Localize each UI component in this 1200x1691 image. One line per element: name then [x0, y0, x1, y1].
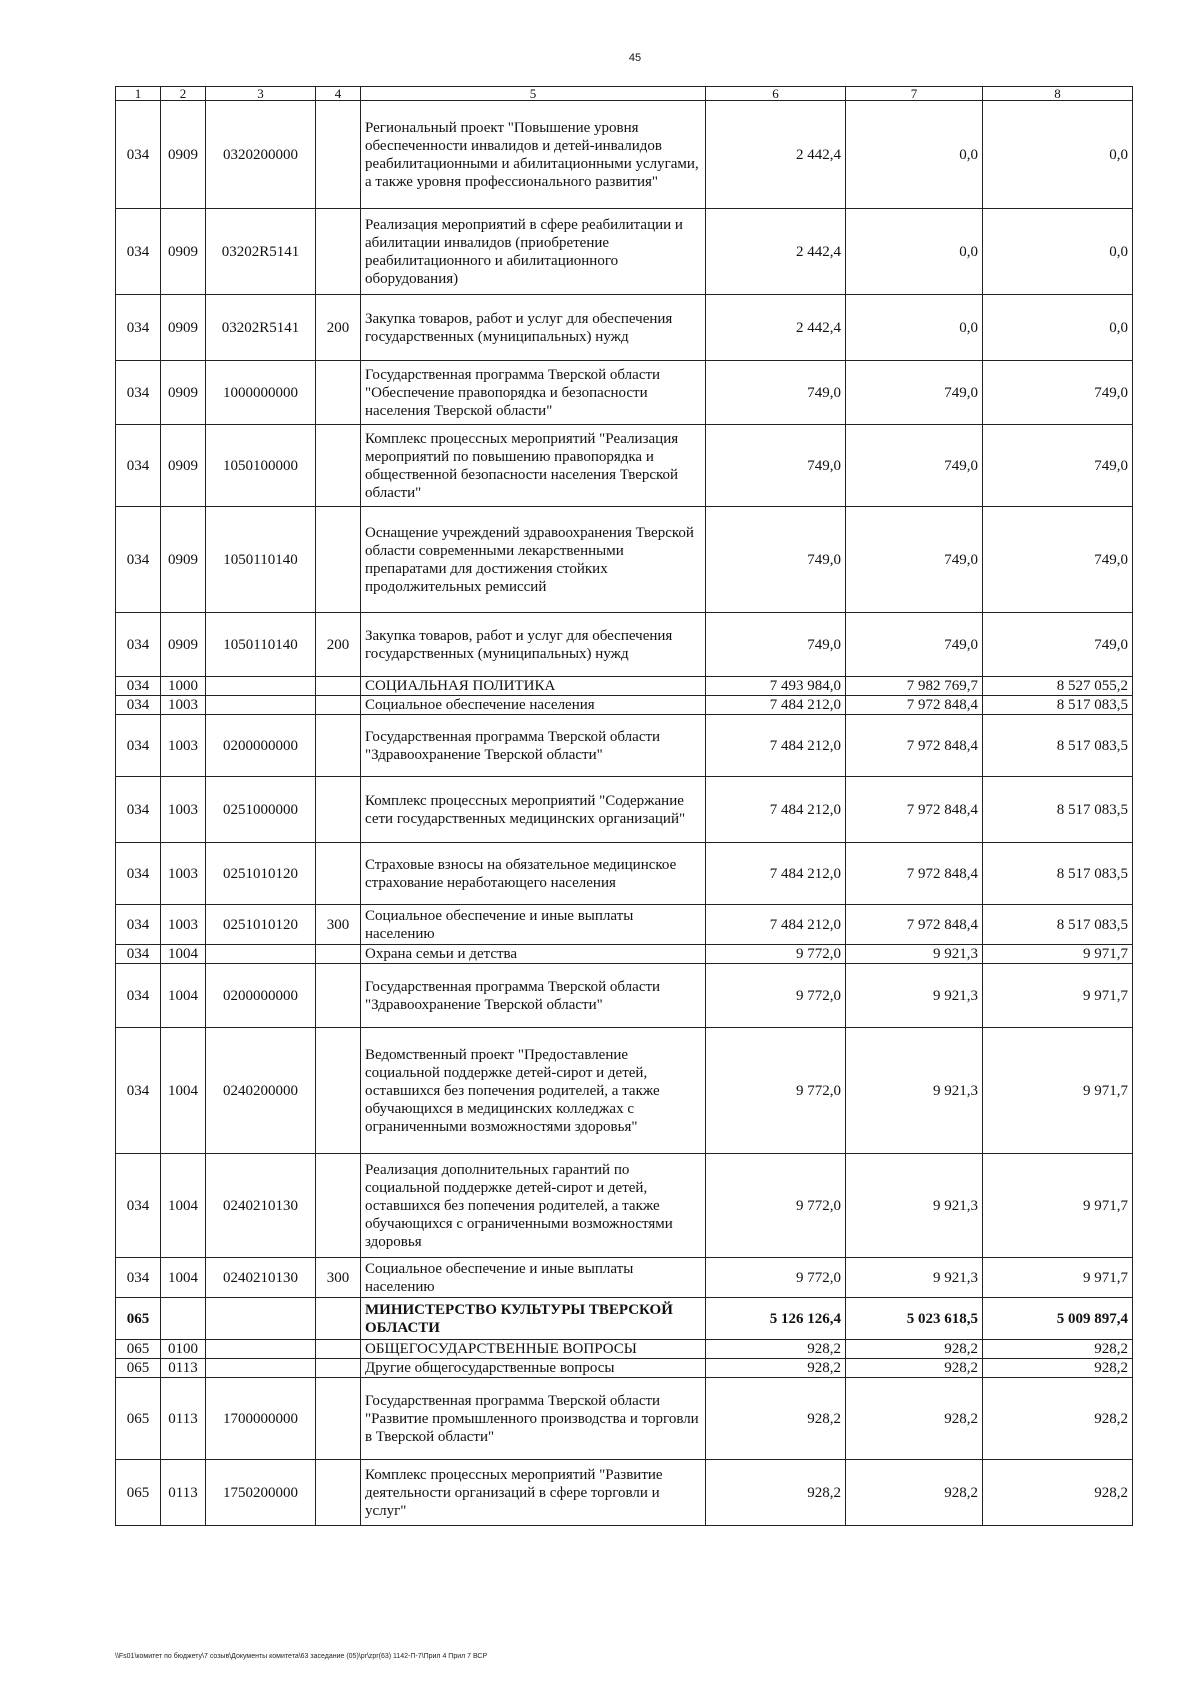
cell-ministry-code: 034 — [116, 715, 161, 777]
cell-section-code: 1003 — [161, 843, 206, 905]
cell-amount-col7: 7 972 848,4 — [846, 777, 983, 843]
table-row — [116, 843, 1133, 905]
cell-amount-col6: 5 126 126,4 — [706, 1298, 846, 1340]
cell-description: Страховые взносы на обязательное медицинское страхование неработающего населения — [361, 843, 706, 905]
cell-amount-col7: 7 982 769,7 — [846, 677, 983, 696]
cell-target-article: 03202R5141 — [206, 295, 316, 361]
cell-amount-col8: 9 971,7 — [983, 945, 1133, 964]
cell-ministry-code: 034 — [116, 843, 161, 905]
cell-amount-col8: 928,2 — [983, 1340, 1133, 1359]
cell-ministry-code: 034 — [116, 1154, 161, 1258]
cell-amount-col6: 2 442,4 — [706, 295, 846, 361]
cell-target-article — [206, 677, 316, 696]
cell-amount-col6: 9 772,0 — [706, 1258, 846, 1298]
cell-section-code: 0909 — [161, 613, 206, 677]
header-col-2: 2 — [161, 87, 206, 101]
cell-expense-type: 200 — [316, 295, 361, 361]
cell-description: Закупка товаров, работ и услуг для обеспечения государственных (муниципальных) нужд — [361, 295, 706, 361]
cell-amount-col8: 8 517 083,5 — [983, 696, 1133, 715]
cell-ministry-code: 034 — [116, 361, 161, 425]
table-row — [116, 1028, 1133, 1154]
cell-amount-col6: 749,0 — [706, 361, 846, 425]
cell-section-code: 1004 — [161, 945, 206, 964]
cell-section-code: 1004 — [161, 1154, 206, 1258]
cell-amount-col7: 9 921,3 — [846, 1028, 983, 1154]
cell-description: Государственная программа Тверской области "Развитие промышленного производства и торговли в Тверской области" — [361, 1378, 706, 1460]
cell-amount-col8: 0,0 — [983, 295, 1133, 361]
cell-expense-type: 300 — [316, 905, 361, 945]
cell-expense-type — [316, 715, 361, 777]
cell-ministry-code: 034 — [116, 905, 161, 945]
header-row — [116, 87, 1133, 101]
cell-amount-col7: 749,0 — [846, 361, 983, 425]
table-row — [116, 1359, 1133, 1378]
cell-ministry-code: 034 — [116, 101, 161, 209]
cell-amount-col7: 928,2 — [846, 1340, 983, 1359]
cell-amount-col8: 9 971,7 — [983, 1154, 1133, 1258]
cell-amount-col6: 9 772,0 — [706, 945, 846, 964]
cell-amount-col6: 9 772,0 — [706, 1154, 846, 1258]
cell-description: Государственная программа Тверской области "Здравоохранение Тверской области" — [361, 715, 706, 777]
cell-amount-col7: 749,0 — [846, 613, 983, 677]
cell-section-code: 0909 — [161, 507, 206, 613]
cell-amount-col6: 928,2 — [706, 1378, 846, 1460]
cell-amount-col6: 928,2 — [706, 1359, 846, 1378]
cell-section-code: 0909 — [161, 425, 206, 507]
table-body — [116, 101, 1133, 1526]
cell-section-code: 0909 — [161, 361, 206, 425]
cell-expense-type: 300 — [316, 1258, 361, 1298]
cell-ministry-code: 065 — [116, 1359, 161, 1378]
table-row — [116, 1298, 1133, 1340]
cell-amount-col7: 7 972 848,4 — [846, 843, 983, 905]
cell-target-article: 0251010120 — [206, 905, 316, 945]
cell-description: Комплекс процессных мероприятий "Реализация мероприятий по повышению правопорядка и общественной безопасности населения Тверской области" — [361, 425, 706, 507]
cell-description: СОЦИАЛЬНАЯ ПОЛИТИКА — [361, 677, 706, 696]
cell-ministry-code: 034 — [116, 677, 161, 696]
cell-target-article: 0240200000 — [206, 1028, 316, 1154]
cell-amount-col6: 7 484 212,0 — [706, 905, 846, 945]
cell-expense-type — [316, 209, 361, 295]
cell-amount-col7: 749,0 — [846, 507, 983, 613]
cell-target-article — [206, 1359, 316, 1378]
cell-section-code: 1003 — [161, 905, 206, 945]
cell-section-code: 0100 — [161, 1340, 206, 1359]
cell-expense-type — [316, 1378, 361, 1460]
table-row — [116, 613, 1133, 677]
cell-section-code: 1003 — [161, 715, 206, 777]
table-row — [116, 507, 1133, 613]
cell-target-article: 0240210130 — [206, 1154, 316, 1258]
cell-expense-type — [316, 945, 361, 964]
cell-description: Ведомственный проект "Предоставление социальной поддержке детей-сирот и детей, оставшихся без попечения родителей, а также обучающихся в медицинских колледжах с ограниченными возможностями здоровья" — [361, 1028, 706, 1154]
cell-ministry-code: 034 — [116, 696, 161, 715]
cell-amount-col8: 0,0 — [983, 209, 1133, 295]
cell-target-article: 03202R5141 — [206, 209, 316, 295]
cell-target-article: 0240210130 — [206, 1258, 316, 1298]
cell-expense-type — [316, 1298, 361, 1340]
cell-amount-col8: 749,0 — [983, 425, 1133, 507]
cell-amount-col6: 7 484 212,0 — [706, 696, 846, 715]
cell-amount-col8: 8 517 083,5 — [983, 843, 1133, 905]
header-col-5: 5 — [361, 87, 706, 101]
cell-amount-col8: 8 517 083,5 — [983, 777, 1133, 843]
cell-ministry-code: 034 — [116, 964, 161, 1028]
cell-amount-col6: 7 484 212,0 — [706, 843, 846, 905]
cell-amount-col8: 0,0 — [983, 101, 1133, 209]
cell-section-code: 1000 — [161, 677, 206, 696]
cell-ministry-code: 034 — [116, 945, 161, 964]
cell-ministry-code: 065 — [116, 1378, 161, 1460]
cell-target-article: 1050110140 — [206, 613, 316, 677]
cell-section-code: 1003 — [161, 696, 206, 715]
cell-amount-col7: 7 972 848,4 — [846, 715, 983, 777]
cell-ministry-code: 034 — [116, 613, 161, 677]
cell-amount-col8: 9 971,7 — [983, 964, 1133, 1028]
page-number: 45 — [628, 52, 642, 64]
cell-description: Реализация дополнительных гарантий по социальной поддержке детей-сирот и детей, оставшихся без попечения родителей, а также обучающихся с ограниченными возможностями здоровья — [361, 1154, 706, 1258]
cell-amount-col6: 2 442,4 — [706, 209, 846, 295]
cell-ministry-code: 034 — [116, 425, 161, 507]
cell-target-article: 1750200000 — [206, 1460, 316, 1526]
cell-target-article: 0320200000 — [206, 101, 316, 209]
cell-target-article — [206, 696, 316, 715]
cell-description: ОБЩЕГОСУДАРСТВЕННЫЕ ВОПРОСЫ — [361, 1340, 706, 1359]
cell-amount-col6: 2 442,4 — [706, 101, 846, 209]
cell-ministry-code: 034 — [116, 1028, 161, 1154]
cell-description: МИНИСТЕРСТВО КУЛЬТУРЫ ТВЕРСКОЙ ОБЛАСТИ — [361, 1298, 706, 1340]
cell-expense-type — [316, 1359, 361, 1378]
cell-amount-col7: 0,0 — [846, 101, 983, 209]
cell-ministry-code: 034 — [116, 777, 161, 843]
cell-amount-col7: 928,2 — [846, 1460, 983, 1526]
table-row — [116, 777, 1133, 843]
cell-amount-col8: 9 971,7 — [983, 1258, 1133, 1298]
table-row — [116, 696, 1133, 715]
cell-description: Реализация мероприятий в сфере реабилитации и абилитации инвалидов (приобретение реабилитационного и абилитационного оборудования) — [361, 209, 706, 295]
cell-target-article — [206, 1298, 316, 1340]
header-col-6: 6 — [706, 87, 846, 101]
cell-amount-col6: 749,0 — [706, 507, 846, 613]
cell-description: Региональный проект "Повышение уровня обеспеченности инвалидов и детей-инвалидов реабилитационными и абилитационными услугами, а также уровня профессионального развития" — [361, 101, 706, 209]
cell-target-article — [206, 1340, 316, 1359]
cell-section-code: 0113 — [161, 1378, 206, 1460]
budget-table — [115, 86, 1133, 1526]
cell-amount-col7: 9 921,3 — [846, 945, 983, 964]
cell-description: Комплекс процессных мероприятий "Развитие деятельности организаций в сфере торговли и услуг" — [361, 1460, 706, 1526]
cell-amount-col7: 9 921,3 — [846, 1154, 983, 1258]
table-row — [116, 295, 1133, 361]
cell-target-article: 1700000000 — [206, 1378, 316, 1460]
table-row — [116, 715, 1133, 777]
cell-expense-type — [316, 425, 361, 507]
cell-section-code: 1004 — [161, 1258, 206, 1298]
table-row — [116, 1378, 1133, 1460]
cell-description: Государственная программа Тверской области "Обеспечение правопорядка и безопасности населения Тверской области" — [361, 361, 706, 425]
cell-target-article: 0251000000 — [206, 777, 316, 843]
cell-amount-col8: 928,2 — [983, 1359, 1133, 1378]
cell-amount-col6: 928,2 — [706, 1340, 846, 1359]
cell-description: Социальное обеспечение и иные выплаты населению — [361, 905, 706, 945]
cell-amount-col6: 928,2 — [706, 1460, 846, 1526]
header-col-8: 8 — [983, 87, 1133, 101]
cell-section-code: 1004 — [161, 964, 206, 1028]
cell-expense-type — [316, 1340, 361, 1359]
cell-amount-col6: 7 484 212,0 — [706, 777, 846, 843]
cell-section-code: 1004 — [161, 1028, 206, 1154]
cell-target-article: 0200000000 — [206, 715, 316, 777]
cell-target-article: 1050100000 — [206, 425, 316, 507]
cell-amount-col6: 7 484 212,0 — [706, 715, 846, 777]
table-row — [116, 101, 1133, 209]
cell-expense-type — [316, 101, 361, 209]
cell-amount-col7: 0,0 — [846, 295, 983, 361]
cell-expense-type: 200 — [316, 613, 361, 677]
cell-amount-col8: 8 527 055,2 — [983, 677, 1133, 696]
cell-expense-type — [316, 843, 361, 905]
cell-expense-type — [316, 1028, 361, 1154]
cell-amount-col7: 928,2 — [846, 1378, 983, 1460]
table-row — [116, 677, 1133, 696]
cell-amount-col7: 0,0 — [846, 209, 983, 295]
header-col-1: 1 — [116, 87, 161, 101]
cell-amount-col7: 7 972 848,4 — [846, 905, 983, 945]
cell-amount-col6: 9 772,0 — [706, 964, 846, 1028]
cell-expense-type — [316, 361, 361, 425]
cell-amount-col8: 928,2 — [983, 1378, 1133, 1460]
cell-amount-col8: 5 009 897,4 — [983, 1298, 1133, 1340]
cell-section-code: 0909 — [161, 295, 206, 361]
cell-expense-type — [316, 964, 361, 1028]
cell-amount-col7: 5 023 618,5 — [846, 1298, 983, 1340]
cell-expense-type — [316, 1460, 361, 1526]
cell-ministry-code: 065 — [116, 1460, 161, 1526]
table-row — [116, 1340, 1133, 1359]
cell-amount-col6: 7 493 984,0 — [706, 677, 846, 696]
cell-expense-type — [316, 677, 361, 696]
cell-description: Государственная программа Тверской области "Здравоохранение Тверской области" — [361, 964, 706, 1028]
cell-target-article: 1050110140 — [206, 507, 316, 613]
cell-expense-type — [316, 507, 361, 613]
footer-file-path: \\Fs01\комитет по бюджету\7 созыв\Документы комитета\63 заседание (05)\pr\zpr(63) 1142-П-7\Прил 4 Прил 7 ВСР — [115, 1653, 488, 1660]
table-row — [116, 964, 1133, 1028]
cell-section-code: 1003 — [161, 777, 206, 843]
cell-amount-col8: 749,0 — [983, 507, 1133, 613]
cell-amount-col6: 749,0 — [706, 613, 846, 677]
cell-expense-type — [316, 777, 361, 843]
cell-section-code — [161, 1298, 206, 1340]
header-col-3: 3 — [206, 87, 316, 101]
table-row — [116, 361, 1133, 425]
table-row — [116, 945, 1133, 964]
cell-description: Социальное обеспечение и иные выплаты населению — [361, 1258, 706, 1298]
cell-amount-col6: 749,0 — [706, 425, 846, 507]
cell-description: Закупка товаров, работ и услуг для обеспечения государственных (муниципальных) нужд — [361, 613, 706, 677]
table-row — [116, 1258, 1133, 1298]
cell-target-article: 0200000000 — [206, 964, 316, 1028]
cell-target-article — [206, 945, 316, 964]
cell-description: Другие общегосударственные вопросы — [361, 1359, 706, 1378]
table-row — [116, 209, 1133, 295]
cell-description: Комплекс процессных мероприятий "Содержание сети государственных медицинских организаций" — [361, 777, 706, 843]
table-row — [116, 1460, 1133, 1526]
cell-amount-col8: 749,0 — [983, 361, 1133, 425]
cell-ministry-code: 065 — [116, 1298, 161, 1340]
cell-ministry-code: 065 — [116, 1340, 161, 1359]
cell-amount-col8: 9 971,7 — [983, 1028, 1133, 1154]
cell-amount-col8: 8 517 083,5 — [983, 715, 1133, 777]
cell-amount-col8: 749,0 — [983, 613, 1133, 677]
cell-amount-col7: 7 972 848,4 — [846, 696, 983, 715]
cell-ministry-code: 034 — [116, 209, 161, 295]
cell-description: Оснащение учреждений здравоохранения Тверской области современными лекарственными препаратами для достижения стойких продолжительных ремиссий — [361, 507, 706, 613]
cell-description: Социальное обеспечение населения — [361, 696, 706, 715]
header-col-7: 7 — [846, 87, 983, 101]
cell-description: Охрана семьи и детства — [361, 945, 706, 964]
table-row — [116, 1154, 1133, 1258]
cell-target-article: 1000000000 — [206, 361, 316, 425]
table-row — [116, 905, 1133, 945]
cell-section-code: 0909 — [161, 209, 206, 295]
cell-amount-col7: 9 921,3 — [846, 1258, 983, 1298]
cell-expense-type — [316, 1154, 361, 1258]
table-row — [116, 425, 1133, 507]
cell-ministry-code: 034 — [116, 507, 161, 613]
cell-ministry-code: 034 — [116, 1258, 161, 1298]
cell-amount-col8: 8 517 083,5 — [983, 905, 1133, 945]
cell-amount-col7: 9 921,3 — [846, 964, 983, 1028]
cell-section-code: 0113 — [161, 1359, 206, 1378]
cell-section-code: 0113 — [161, 1460, 206, 1526]
cell-amount-col8: 928,2 — [983, 1460, 1133, 1526]
cell-amount-col6: 9 772,0 — [706, 1028, 846, 1154]
cell-ministry-code: 034 — [116, 295, 161, 361]
cell-amount-col7: 749,0 — [846, 425, 983, 507]
cell-amount-col7: 928,2 — [846, 1359, 983, 1378]
cell-expense-type — [316, 696, 361, 715]
cell-section-code: 0909 — [161, 101, 206, 209]
cell-target-article: 0251010120 — [206, 843, 316, 905]
header-col-4: 4 — [316, 87, 361, 101]
